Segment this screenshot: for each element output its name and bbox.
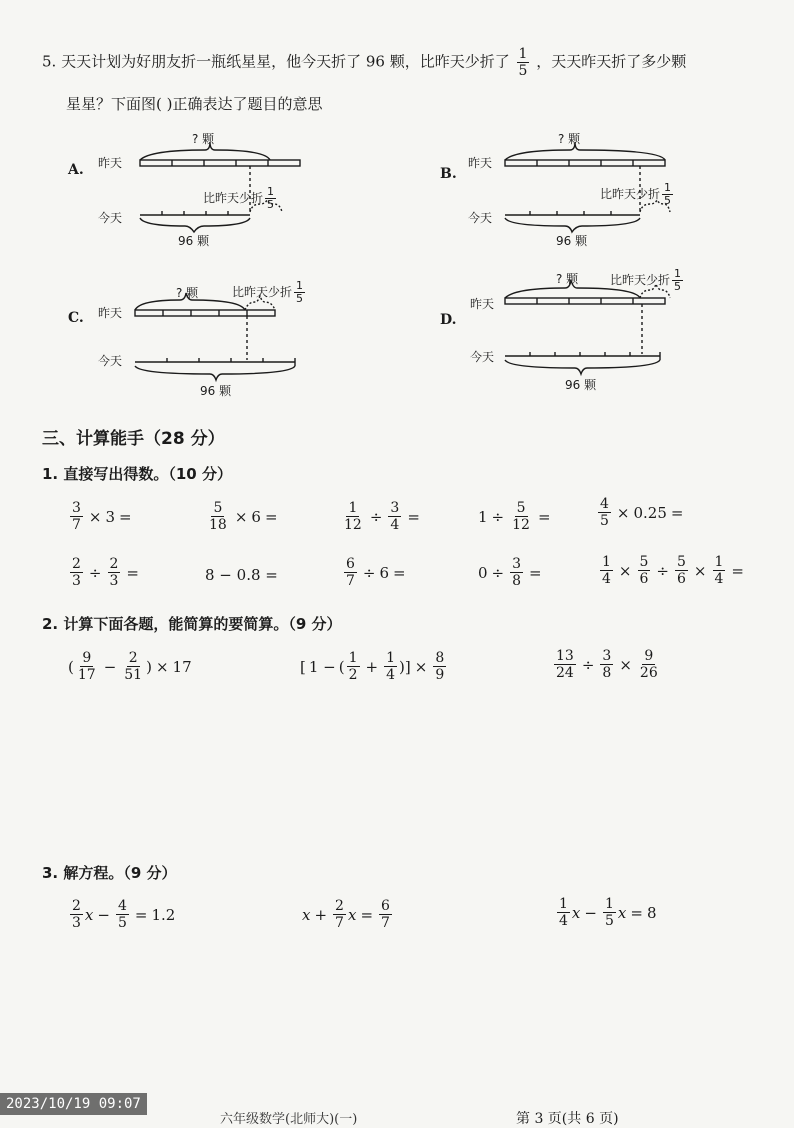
part3-title: 3. 解方程。（9 分） — [42, 864, 177, 882]
calc-3: $\frac{1}{12}$ ÷ $\frac{3}{4}$ = — [344, 500, 420, 533]
section3-title: 三、计算能手（28 分） — [42, 429, 225, 449]
option-a-today: 今天 — [98, 211, 123, 225]
q5-line1 — [42, 46, 686, 79]
diagram-c — [135, 293, 295, 380]
calc-4: 1 ÷ $\frac{5}{12}$ = — [478, 500, 551, 533]
option-d-letter: D. — [440, 312, 457, 328]
simplify-2: [ 1 − ( $\frac{1}{2}$ + $\frac{1}{4}$ ) ] × $\frac{8}{9}$ — [300, 650, 445, 683]
q5-text-part2: ，天天昨天折了多少颗 — [536, 52, 687, 71]
option-c-today: 今天 — [98, 354, 123, 368]
option-c-letter: C. — [68, 310, 84, 326]
part2-title: 2. 计算下面各题，能简算的要简算。（9 分） — [42, 615, 342, 633]
option-d-less: 比昨天少折 $\frac{1}{5}$ — [610, 267, 682, 293]
option-a-letter: A. — [68, 162, 84, 178]
footer-page: 第 3 页(共 6 页) — [516, 1111, 619, 1127]
option-d-question: ? 颗 — [556, 272, 579, 286]
option-a-yesterday: 昨天 — [98, 156, 123, 170]
equation-1: $\frac{2}{3}$ x − $\frac{4}{5}$ = 1.2 — [72, 898, 176, 931]
simplify-3: $\frac{13}{24}$ ÷ $\frac{3}{8}$ × $\frac{9}{26}$ — [556, 648, 658, 681]
option-c-yesterday: 昨天 — [98, 306, 123, 320]
calc-9: 0 ÷ $\frac{3}{8}$ = — [478, 556, 542, 589]
option-d-total: 96 颗 — [565, 378, 597, 392]
calc-5: $\frac{4}{5}$ × 0.25 = — [600, 496, 684, 529]
option-b-yesterday: 昨天 — [468, 156, 493, 170]
option-c-less: 比昨天少折 $\frac{1}{5}$ — [232, 279, 304, 305]
q5-fraction: $\frac{1}{5}$ — [518, 46, 528, 79]
equation-2: x + $\frac{2}{7}$ x = $\frac{6}{7}$ — [302, 898, 390, 931]
q5-options — [60, 120, 760, 400]
part1-title: 1. 直接写出得数。（10 分） — [42, 465, 232, 483]
equation-3: $\frac{1}{4}$ x − $\frac{1}{5}$ x = 8 — [559, 896, 657, 929]
calc-10: $\frac{1}{4}$ × $\frac{5}{6}$ ÷ $\frac{5}{6}$ × $\frac{1}{4}$ = — [602, 554, 744, 587]
calc-8: $\frac{6}{7}$ ÷ 6 = — [346, 556, 406, 589]
option-b-total: 96 颗 — [556, 234, 588, 248]
segment-diagrams — [60, 120, 760, 400]
simplify-1: ( $\frac{9}{17}$ − $\frac{2}{51}$ ) × 17 — [68, 650, 192, 683]
diagram-d — [505, 280, 670, 374]
option-b-question: ? 颗 — [558, 132, 581, 146]
option-a-question: ? 颗 — [192, 132, 215, 146]
option-c-total: 96 颗 — [200, 384, 232, 398]
calc-2: $\frac{5}{18}$ × 6 = — [209, 500, 278, 533]
q5-number: 5. — [42, 52, 57, 71]
calc-6: $\frac{2}{3}$ ÷ $\frac{2}{3}$ = — [72, 556, 139, 589]
option-b-less: 比昨天少折 $\frac{1}{5}$ — [600, 181, 672, 207]
q5-line2: 星星？下面图( )正确表达了题目的意思 — [66, 95, 323, 113]
option-a-less: 比昨天少折 $\frac{1}{5}$ — [203, 185, 275, 211]
option-a-total: 96 颗 — [178, 234, 210, 248]
option-b-today: 今天 — [468, 211, 493, 225]
option-d-today: 今天 — [470, 350, 495, 364]
option-d-yesterday: 昨天 — [470, 297, 495, 311]
option-c-question: ? 颗 — [176, 286, 199, 300]
footer-course: 六年级数学(北师大)(一) — [220, 1112, 358, 1127]
timestamp-watermark: 2023/10/19 09:07 — [0, 1093, 147, 1115]
q5-text-part1: 天天计划为好朋友折一瓶纸星星，他今天折了 96 颗，比昨天少折了 — [61, 52, 510, 71]
calc-7: 8 − 0.8 = — [205, 566, 278, 584]
option-b-letter: B. — [440, 166, 457, 182]
calc-1: $\frac{3}{7}$ × 3 = — [72, 500, 132, 533]
